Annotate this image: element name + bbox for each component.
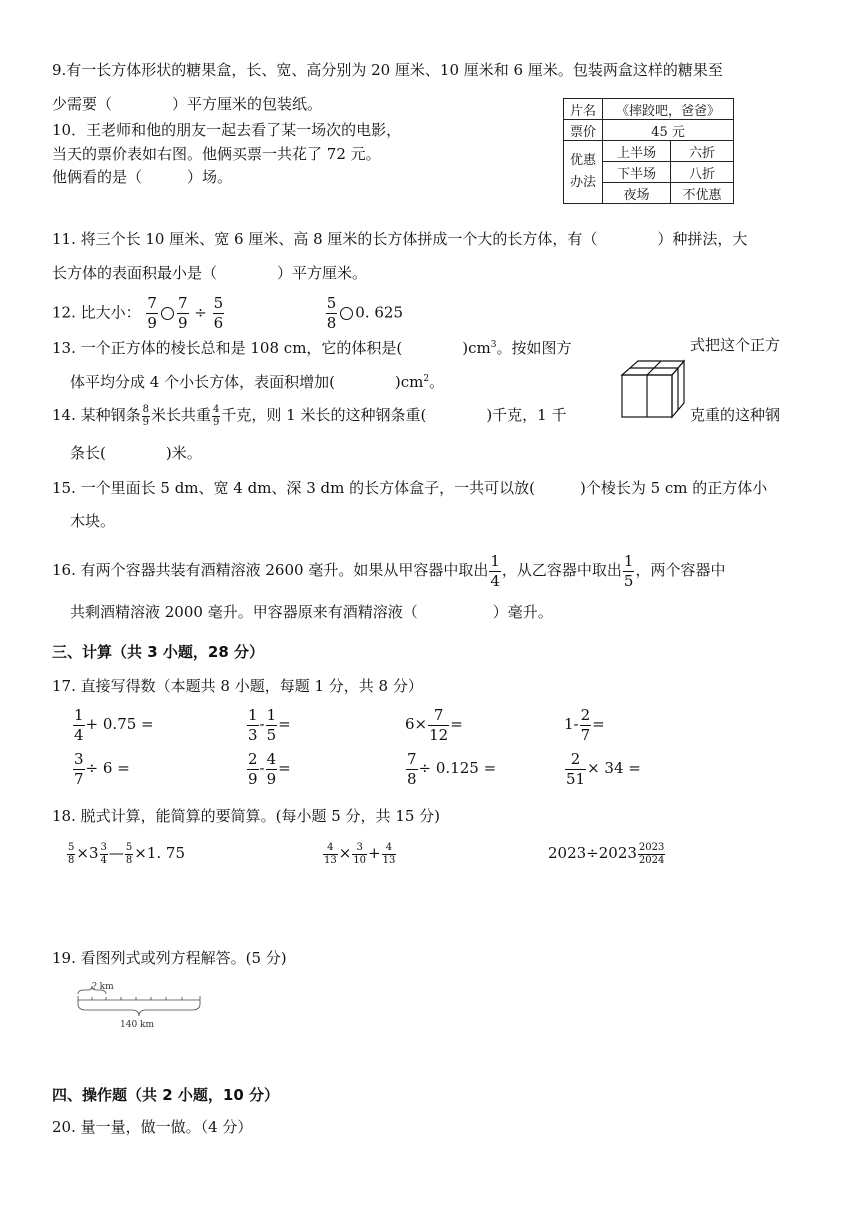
q12-line: 12. 比大小： $\frac{7}{9}$ $\frac{7}{9}$ ÷ $\frac{5}{6}$ $\frac{5}{8}$ 0. 625 [52,294,404,332]
section-3-heading: 三、计算（共 3 小题，28 分） [52,643,264,661]
q16-line1: 16. 有两个容器共装有酒精溶液 2600 毫升。如果从甲容器中取出 $\frac{1}{4}$ ，从乙容器中取出 $\frac{1}{5}$ ，两个容器中 [52,551,726,590]
q14-line1: 14. 某种钢条 $\frac{8}{9}$ 米长共重 $\frac{4}{9}$ 千克，则 1 米长的这种钢条重( )千克，1 千 [52,403,567,428]
cube-divided-figure [618,355,690,419]
segment-diagram [72,980,207,1032]
session-discount: 不优惠 [671,183,734,204]
q18-expr-3: 2023÷2023 $\frac{2023}{2024}$ [548,841,665,866]
q9-line1: 9.有一长方体形状的糖果盒，长、宽、高分别为 20 厘米、10 厘米和 6 厘米。包装两盒这样的糖果至 [52,61,723,79]
q15-line1: 15. 一个里面长 5 dm、宽 4 dm、深 3 dm 的长方体盒子，一共可以放( )个棱长为 5 cm 的正方体小 [52,479,768,497]
ticket-price-table [563,98,734,204]
q12-frac-4: $\frac{5}{8}$ [326,294,337,332]
section-4-heading: 四、操作题（共 2 小题，10 分） [52,1086,279,1104]
film-value: 《摔跤吧，爸爸》 [603,99,734,120]
q13-line1: 13. 一个正方体的棱长总和是 108 cm，它的体积是( )$cm^3$。按如图方 [52,339,572,357]
session-name: 下半场 [603,162,671,183]
q12-frac-1: $\frac{7}{9}$ [147,294,157,332]
q16-frac-2: $\frac{1}{5}$ [623,551,634,590]
compare-circle [340,307,353,320]
q10-line3: 他俩看的是（ ）场。 [52,168,233,186]
q18-expr-1: $\frac{5}{8}$ ×3 $\frac{3}{4}$ — $\frac{5}{8}$ ×1. 75 [68,841,185,866]
q16-frac-1: $\frac{1}{4}$ [490,551,500,590]
session-discount: 八折 [671,162,734,183]
q9-line2: 少需要（ ）平方厘米的包装纸。 [52,95,323,113]
q14-frac-2: $\frac{4}{9}$ [213,403,220,428]
price-label: 票价 [564,120,603,141]
session-discount: 六折 [671,141,734,162]
film-label: 片名 [564,99,603,120]
q17-item-4: 1- $\frac{2}{7}$ = [564,705,605,744]
q17-item-7: $\frac{7}{8}$ ÷ 0.125 = [407,749,497,788]
q10-line1: 10．王老师和他的朋友一起去看了某一场次的电影， [52,121,402,139]
compare-circle [161,307,174,320]
q20-title: 20. 量一量，做一做。（4 分） [52,1118,253,1136]
q13-line1-end: 式把这个正方 [690,336,781,354]
price-value: 45 元 [603,120,734,141]
q14-line1-end: 克重的这种钢 [690,406,781,424]
session-name: 夜场 [603,183,671,204]
q14-frac-1: $\frac{8}{9}$ [142,403,149,428]
q13-line2: 体平均分成 4 个小长方体，表面积增加( )$cm^2$。 [70,373,445,391]
q18-expr-2: $\frac{4}{13}$ × $\frac{3}{10}$ + $\frac{4}{13}$ [324,841,396,866]
q12-frac-3: $\frac{5}{6}$ [213,294,224,332]
q19-title: 19. 看图列式或列方程解答。(5 分) [52,949,287,967]
q17-item-1: $\frac{1}{4}$ + 0.75 = [74,705,154,744]
q17-title: 17. 直接写得数（本题共 8 小题，每题 1 分，共 8 分） [52,677,423,695]
q18-title: 18. 脱式计算，能简算的要简算。(每小题 5 分，共 15 分) [52,807,441,825]
q17-item-8: $\frac{2}{51}$ × 34 = [566,749,641,788]
q14-line2: 条长( )米。 [70,444,202,462]
q15-line2: 木块。 [70,512,116,530]
q17-item-5: $\frac{3}{7}$ ÷ 6 = [74,749,130,788]
q17-item-2: $\frac{1}{3}$ - $\frac{1}{5}$ = [248,705,291,744]
q16-line2: 共剩酒精溶液 2000 毫升。甲容器原来有酒精溶液（ ）毫升。 [70,603,553,621]
discount-label: 优惠 办法 [564,141,603,204]
q10-line2: 当天的票价表如右图。他俩买票一共花了 72 元。 [52,145,381,163]
session-name: 上半场 [603,141,671,162]
q12-frac-2: $\frac{7}{9}$ [177,294,188,332]
q17-item-3: 6× $\frac{7}{12}$ = [405,705,463,744]
q11-line1: 11. 将三个长 10 厘米、宽 6 厘米、高 8 厘米的长方体拼成一个大的长方体，有（ ）种拼法，大 [52,230,748,248]
q11-line2: 长方体的表面积最小是（ ）平方厘米。 [52,264,368,282]
q17-item-6: $\frac{2}{9}$ - $\frac{4}{9}$ = [248,749,291,788]
top-label: ? km [92,982,114,992]
bottom-label: 140 km [120,1020,155,1030]
